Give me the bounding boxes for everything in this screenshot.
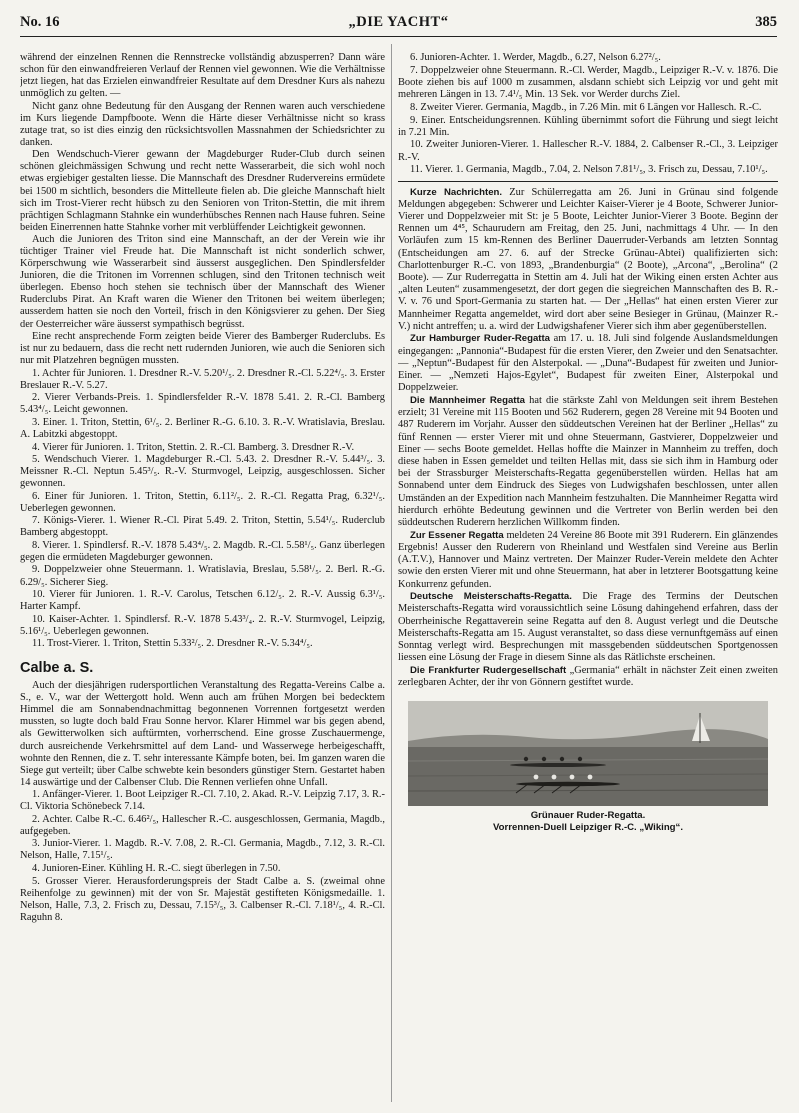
news-item [398, 333, 778, 394]
column-divider [391, 44, 392, 1102]
news-keyword: Deutsche Meisterschafts-Regatta. [410, 591, 572, 603]
news-item [398, 187, 778, 333]
rowing-photo-graphic [408, 701, 768, 806]
news-item [398, 530, 778, 591]
news-item [398, 665, 778, 689]
news-text: Die Frage des Termins der Deutschen Meisterschafts-Regatta wird voraussichtlich seine Lösung dahingehend erfahren, dass der Oberrheinische Regattaverein seine Regatta auf den 8. August verlegt und die Deutsche Meisterschafts-Regatta am 15. August veranstaltet, so dass diese vernunftgemäss auf einen Sonntag verlegt wird. Besprechungen mit massgebenden süddeutschen Sportgenossen liessen eine Lösung der Frage in diesem Sinne als das Rätlichste erscheinen. [398, 591, 778, 664]
race-result: 5. Wendschuch Vierer. 1. Magdeburger R.-Cl. 5.43. 2. Dresdner R.-V. 5.44³/₅. 3. Meissner R.-Cl. Neptun 5.45³/₅. R.-V. Sturmvogel, Leipzig, ausgeschlossen. Sicher gewonnen. [20, 454, 385, 490]
photo-caption-line1: Grünauer Ruder-Regatta. [530, 810, 646, 822]
journal-title: „DIE YACHT“ [348, 14, 449, 30]
race-result: 6. Einer für Junioren. 1. Triton, Stettin, 6.11²/₅. 2. R.-Cl. Regatta Prag, 6.32¹/₅. Ueberlegen gewonnen. [20, 490, 385, 514]
news-keyword: Die Frankfurter Rudergesellschaft [410, 664, 567, 676]
news-text: am 17. u. 18. Juli sind folgende Auslandsmeldungen eingegangen: „Pannonia“-Budapest für die ersten Vierer, den Zweier und den Senatsachter. — „Neptun“-Budapest für den Alsterpokal. — „Duna“-Budapest für zweiten und Junior-Einer. — „Nemzeti Hajos-Egylet“, Budapest für zweiten Einer, Alsterpokal und Doppelzweier. [398, 333, 778, 394]
news-text: hat die stärkste Zahl von Meldungen seit ihrem Bestehen erzielt; 31 Vereine mit 115 Booten und 562 Ruderern, gegen 28 Vereine mit 94 Booten und 487 Ruderern im Vorjahr. Ausser den süddeutschen Vereinen hat der Berliner „Hellas“ zu fünf Rennen — erster Vierer mit und ohne Steuermann, Gastvierer, Doppelzweier und Einer — sechs Boote gemeldet. Hellas hoffte die Mainzer in Mannheim zu treffen, doch diese haben in Essen gemeldet und teilten Hellas mit, dass sie sich ihm in Hamburg oder bei der Strassburger Meisterschafts-Regatta gegenüberstellen würden. Hellas hat am Sonnabend unter dem Eindruck des Sieges von Ludwigshafen beschlossen, unter allen Umständen an der Expedition nach Mannheim festzuhalten. Die Mannheimer Regatta wird hierdurch erhöhte Bedeutung gewinnen und die Vertreter von Berlin werden bei den süddeutschen Ruderern herzlichen Willkomm finden. [398, 394, 778, 529]
race-result: 10. Kaiser-Achter. 1. Spindlersf. R.-V. 1878 5.43³/₄. 2. R.-V. Sturmvogel, Leipzig, 5.16¹/₅. Ueberlegen gewonnen. [20, 613, 385, 637]
race-result: 5. Grosser Vierer. Herausforderungspreis der Stadt Calbe a. S. (zweimal ohne Reihenfolge zu gewinnen) mit der von Sr. Majestät gestifteten Königsmedaille. 1. Nelson, Halle, 7.3, 2. Frisch zu, Dessau, 7.15³/₅, 3. Calbenser R.-Cl. 7.18¹/₅, 4. R.-Cl. Raguhn 8. [20, 875, 385, 923]
race-result: 8. Vierer. 1. Spindlersf. R.-V. 1878 5.43⁴/₅. 2. Magdb. R.-Cl. 5.58¹/₅. Ganz überlegen gegen die ermüdeten Magdeburger gewonnen. [20, 539, 385, 563]
race-result: 6. Junioren-Achter. 1. Werder, Magdb., 6.27, Nelson 6.27²/₅. [410, 52, 661, 63]
issue-number: No. 16 [20, 14, 60, 30]
photo-caption [408, 810, 768, 833]
race-result: 10. Vierer für Junioren. 1. R.-V. Carolus, Tetschen 6.12/₅. 2. R.-V. Aussig 6.3¹/₅. Harter Kampf. [20, 589, 385, 613]
news-text: meldeten 24 Vereine 86 Boote mit 391 Ruderern. Ein glänzendes Ergebnis! Ausser den Ruderern von Rheinland und Westfalen sind Vereine aus Berlin (A.T.V.), Hannover und Mainz vertreten. Der Mainzer Ruder-Verein meldete den Achter sowie den ersten Vierer mit und ohne Steuermann, hat aber in letzterer Bootsgattung keine Konkurrenz gefunden. [398, 529, 778, 590]
section-rule [398, 181, 778, 182]
race-result: 4. Junioren-Einer. Kühling H. R.-C. siegt überlegen in 7.50. [32, 863, 281, 874]
news-item [398, 591, 778, 664]
news-keyword: Zur Hamburger Ruder-Regatta [410, 333, 551, 345]
paragraph: Nicht ganz ohne Bedeutung für den Ausgang der Rennen waren auch verschiedene im Kurs liegende Dampfboote. Wenn die Härte dieser Verhältnisse nicht so krass zutage trat, so ist dies einzig den rücksichtsvollen Massnahmen der Schiedsrichter zu danken. [20, 100, 385, 148]
race-result: 7. Doppelzweier ohne Steuermann. R.-Cl. Werder, Magdb., Leipziger R.-V. v. 1876. Die Boote ziehen bis auf 1000 m zusammen, alsdann schiebt sich Leipzig vor und geht mit mehreren Längen in 13. 7.4¹/₅ Min. 13 Sek. vor Werder durchs Ziel. [398, 64, 778, 101]
paragraph: Eine recht ansprechende Form zeigten beide Vierer des Bamberger Ruderclubs. Es ist nur zu bedauern, dass die recht nett rudernden Junioren, wie auch die Senioren sich nur mit Platzehren begnügen mussten. [20, 331, 385, 367]
right-column [398, 52, 778, 1104]
paragraph: Auch der diesjährigen rudersportlichen Veranstaltung des Regatta-Vereins Calbe a. S., e. V., war der Wettergott hold. Wenn auch am frühen Morgen bei bedecktem Himmel die am Sonnabendnachmittag begonnenen Vorrennen fortgesetzt werden mussten, so lugte doch bald Frau Sonne hervor. Klarer Himmel war bis gegen abend, als Gewitterwolken sich auftürmten, vorherrschend. Eine grosse Zuschauermenge, durch ausreichende Verkehrsmittel auf dem Land- und Wasserwege herbeigeschafft, wohnte den Rennen, die z. T. sehr interessante Kämpfe boten, bei. Im ganzen waren die Siege gut verteilt; über Calbe schwebte kein besonders günstiger Stern. Gestartet haben 14 auswärtige und der Calbenser Club. Die Rennen verliefen ohne Unfall. [20, 680, 385, 788]
paragraph: Den Wendschuch-Vierer gewann der Magdeburger Ruder-Club durch seinen schönen gleichmässigen Schwung und recht nette Wasserarbeit, die sich wohl noch etwas ergiebiger gestalten liesse. Die Mannschaft des Dresdner Rudervereins ermüdete bei 1500 m sichtlich, besonders die Mittelleute fielen ab. Die gleiche Mannschaft hielt sich im Trost-Vierer recht hübsch zu den Senioren von Triton-Stettin, die mit ihrem prächtigen Schlagmann Stahnke ein wunderhübsches Rennen nach Hause fuhren. Seine beiden Einerrennen hatte Stahnke vorher mit verblüffender Leichtigkeit gewonnen. [20, 149, 385, 233]
race-result: 3. Junior-Vierer. 1. Magdb. R.-V. 7.08, 2. R.-Cl. Germania, Magdb., 7.12, 3. R.-Cl. Nelson, Halle, 7.15¹/₅. [20, 838, 385, 862]
race-result: 1. Anfänger-Vierer. 1. Boot Leipziger R.-Cl. 7.10, 2. Akad. R.-V. Leipzig 7.17, 3. R.-Cl. Viktoria Schönebeck 7.14. [20, 789, 385, 813]
news-keyword: Kurze Nachrichten. [410, 186, 503, 198]
race-result: 2. Vierer Verbands-Preis. 1. Spindlersfelder R.-V. 1878 5.41. 2. R.-Cl. Bamberg 5.43⁴/₅. Leicht gewonnen. [20, 392, 385, 416]
rowing-photo [408, 701, 768, 806]
race-result: 9. Doppelzweier ohne Steuermann. 1. Wratislavia, Breslau, 5.58¹/₅. 2. Berl. R.-G. 6.29/₅. Sicherer Sieg. [20, 564, 385, 588]
race-result: 1. Achter für Junioren. 1. Dresdner R.-V. 5.20¹/₅. 2. Dresdner R.-Cl. 5.22⁴/₅. 3. Erster Breslauer R.-V. 5.27. [20, 367, 385, 391]
left-column [20, 52, 385, 1104]
race-result: 9. Einer. Entscheidungsrennen. Kühling übernimmt sofort die Führung und siegt leicht in 7.21 Min. [398, 114, 778, 138]
race-result: 7. Königs-Vierer. 1. Wiener R.-Cl. Pirat 5.49. 2. Triton, Stettin, 5.54¹/₅. Ruderclub Bamberg abgestoppt. [20, 515, 385, 539]
news-text: Zur Schülerregatta am 26. Juni in Grünau sind folgende Meldungen abgegeben: Schwerer und Leichter Kaiser-Vierer je 4 Boote, Schwerer Junior-Vierer und Doppelzweier mit St: je 5 Boote, Leichter Junior-Vierer 3 Boote. Beginn der Rennen um 4⁴⁵, Schaurudern am Freitag, den 25. Juni, nachmittags 4 Uhr. — In den Vorläufen zum 15 km-Rennen des Berliner Dauerruder-Verbands am letzten Sonntag (Entscheidungen am 27. 6. auf der Strecke Grünau-Abtei) qualifizierten sich: Charlottenburger R.-C. von 1893, „Brandenburgia“ (2 Boote), „Arcona“, „Berolina“ (2 Boote). — Zur Ruderregatta in Stettin am 4. Juli hat der Wiking einen ersten Achter aus „alten Leuten“ zusammengesetzt, der dort gegen die siegreichen Mannschaften des B. R.-V. v. 76 und Sport-Germania zu starten hat. — Der „Hellas“ hat einen ersten Vierer zur Mannheimer Regatta angemeldet, wird dort aber seine Besieger in Grünau, (Mainzer R.-V.) nicht antreffen; u. a. wird der Ludwigshafener Vierer sich ihm aber gegenüberstellen. [398, 186, 778, 332]
race-result: 8. Zweiter Vierer. Germania, Magdb., in 7.26 Min. mit 6 Längen vor Hallesch. R.-C. [410, 101, 762, 113]
photo-caption-line2: Vorrennen-Duell Leipziger R.-C. „Wiking“. [492, 821, 684, 833]
running-header [20, 8, 777, 37]
paragraph: Auch die Junioren des Triton sind eine Mannschaft, an der der Verein wie ihr tüchtiger Trainer viel Freude hat. Die Mannschaft ist nicht sonderlich schwer, Körperschwung wie Wasserarbeit sind äusserst ausgeglichen. Den Spindlersfelder Junioren, die die Tritonen im Vorrennen schlugen, sind den Tritonen technisch weit überlegen. Ebenso hoch stehen sie technisch über der Mannschaft des Wiener Ruderclubs Pirat. An Kraft waren die Wiener den Tritonen bei weitem überlegen; ausserdem hatten sie noch den Vorteil, frisch in den Königsvierer zu gehen. Der Sieg der Oesterreicher wäre äusserst sympathisch begrüsst. [20, 234, 385, 330]
race-result: 11. Vierer. 1. Germania, Magdb., 7.04, 2. Nelson 7.81¹/₅, 3. Frisch zu, Dessau, 7.10¹/₅. [410, 164, 768, 176]
race-result: 3. Einer. 1. Triton, Stettin, 6¹/₅. 2. Berliner R.-G. 6.10. 3. R.-V. Wratislavia, Breslau. A. Labitzki abgestoppt. [20, 416, 385, 440]
news-keyword: Zur Essener Regatta [410, 529, 504, 541]
paragraph: während der einzelnen Rennen die Rennstrecke vollständig abzusperren? Dann wäre schon für den einwandfreieren Verlauf der Rennen viel gewonnen. Wie die Verhältnisse jetzt liegen, hat das Erzielen einwandfreier Resultate auf dem Dresdner Kurs als nahezu unmöglich zu gelten. — [20, 52, 385, 100]
race-result: 2. Achter. Calbe R.-C. 6.46²/₅, Hallescher R.-C. ausgeschlossen, Germania, Magdb., aufgegeben. [20, 813, 385, 837]
section-heading-calbe: Calbe a. S. [20, 660, 94, 677]
race-result: 11. Trost-Vierer. 1. Triton, Stettin 5.33²/₅. 2. Dresdner R.-V. 5.34⁴/₅. [32, 638, 313, 650]
race-result: 10. Zweiter Junioren-Vierer. 1. Hallescher R.-V. 1884, 2. Calbenser R.-Cl., 3. Leipziger R.-V. [398, 139, 778, 163]
news-text: „Germania“ erhält in nächster Zeit einen zweiten zerlegbaren Achter, der ihr von Gönnern gestiftet wurde. [398, 664, 778, 689]
page-number: 385 [755, 14, 777, 30]
news-keyword: Die Mannheimer Regatta [410, 394, 526, 406]
race-result: 4. Vierer für Junioren. 1. Triton, Stettin. 2. R.-Cl. Bamberg. 3. Dresdner R.-V. [32, 441, 355, 453]
news-item [398, 395, 778, 529]
